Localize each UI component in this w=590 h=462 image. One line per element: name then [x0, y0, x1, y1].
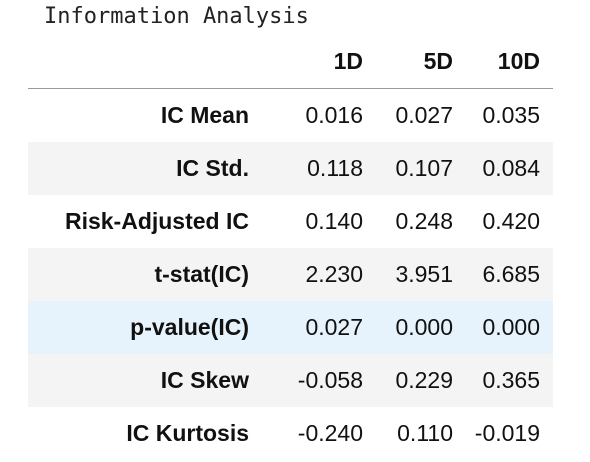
table-cell: 0.035	[482, 102, 540, 128]
table-row	[28, 89, 553, 143]
column-header-5d: 5D	[376, 35, 466, 89]
table-row	[28, 142, 553, 195]
table-cell: -0.240	[297, 420, 363, 446]
table-cell: 0.365	[482, 367, 540, 393]
table-row	[28, 248, 553, 301]
table-cell: 6.685	[482, 261, 540, 287]
table-cell: 3.951	[395, 261, 453, 287]
row-label-ic-skew: IC Skew	[160, 367, 249, 393]
table-cell: 0.229	[395, 367, 453, 393]
table-caption: Information Analysis	[44, 4, 309, 29]
table-row	[28, 195, 553, 248]
table-cell: 0.027	[305, 314, 363, 340]
header-row	[28, 35, 553, 89]
column-header-10d: 10D	[466, 35, 553, 89]
table-cell: 0.248	[395, 208, 453, 234]
row-label-risk-adjusted-ic: Risk-Adjusted IC	[64, 208, 249, 234]
row-label-ic-mean: IC Mean	[160, 102, 249, 128]
table-cell: -0.058	[297, 367, 363, 393]
table-cell: 0.000	[395, 314, 453, 340]
table-row-hovered	[28, 301, 553, 354]
row-label-ic-std: IC Std.	[176, 155, 249, 181]
information-analysis-table	[28, 35, 553, 460]
table-row	[28, 354, 553, 407]
table-cell: 0.027	[395, 102, 453, 128]
index-header	[28, 35, 276, 89]
table-cell: 0.140	[305, 208, 363, 234]
table-cell: 0.118	[307, 155, 363, 181]
row-label-t-stat: t-stat(IC)	[154, 261, 249, 287]
table-cell: 0.016	[305, 102, 363, 128]
table-row	[28, 407, 553, 460]
table-cell: 2.230	[305, 261, 363, 287]
table-cell: 0.084	[482, 155, 540, 181]
table-cell: 0.110	[397, 420, 453, 446]
table-cell: 0.107	[395, 155, 453, 181]
column-header-1d: 1D	[276, 35, 376, 89]
row-label-ic-kurtosis: IC Kurtosis	[126, 420, 249, 446]
row-label-p-value: p-value(IC)	[130, 314, 249, 340]
table-cell: -0.019	[474, 420, 540, 446]
table-cell: 0.000	[482, 314, 540, 340]
table-cell: 0.420	[482, 208, 540, 234]
